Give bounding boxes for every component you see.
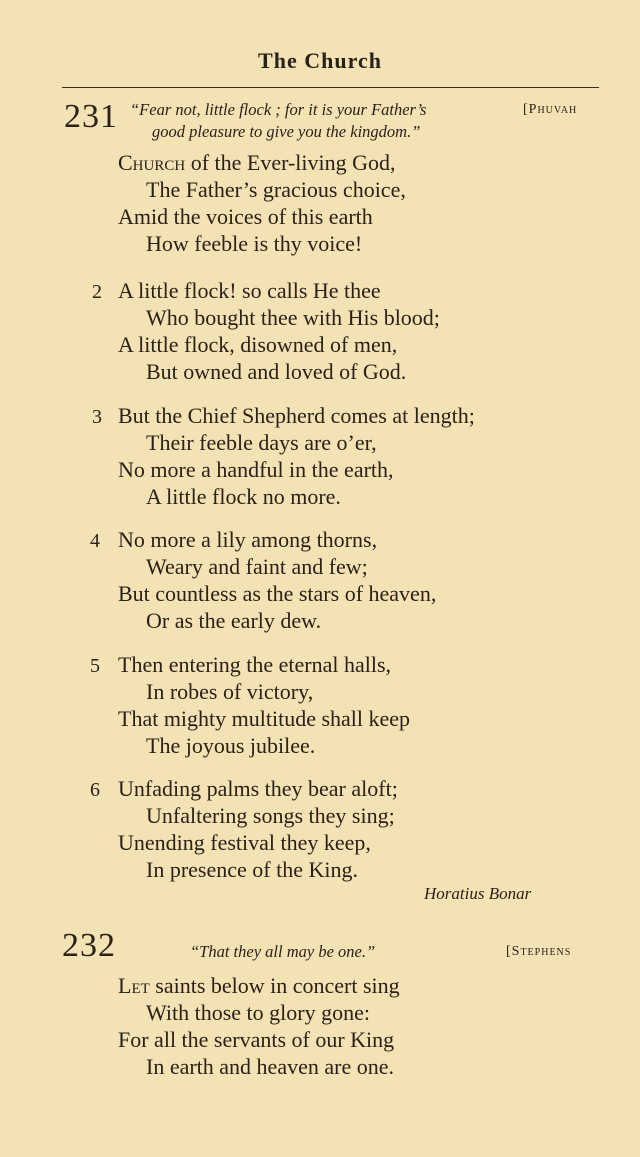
verse-line: Weary and faint and few;	[146, 554, 368, 579]
header-rule	[62, 87, 599, 88]
tune-name: [Stephens	[506, 944, 572, 959]
verse-line: But owned and loved of God.	[146, 359, 407, 384]
verse-line: In earth and heaven are one.	[146, 1054, 394, 1079]
verse-line: The Father’s gracious choice,	[146, 177, 406, 202]
verse-line: Amid the voices of this earth	[118, 204, 373, 229]
running-head: The Church	[258, 48, 382, 73]
verse-number: 5	[90, 655, 100, 677]
verse-line: In robes of victory,	[146, 679, 314, 704]
verse-line: A little flock no more.	[146, 484, 341, 509]
hymn-epigraph-line: “That they all may be one.”	[190, 942, 376, 961]
verse-number: 2	[92, 281, 102, 303]
first-word: Church	[118, 150, 186, 175]
verse-line: The joyous jubilee.	[146, 733, 316, 758]
hymn-epigraph-line: good pleasure to give you the kingdom.”	[152, 122, 421, 141]
verse-line: No more a lily among thorns,	[118, 527, 378, 552]
verse-number: 4	[90, 530, 100, 552]
verse-line: Unending festival they keep,	[118, 830, 371, 855]
verse-line: Who bought thee with His blood;	[146, 305, 440, 330]
tune-name: [Phuvah	[523, 102, 578, 117]
hymn-epigraph-line: “Fear not, little flock ; for it is your Father’s	[130, 100, 427, 119]
verse-line: A little flock! so calls He thee	[118, 278, 381, 303]
verse-line: With those to glory gone:	[146, 1000, 370, 1025]
verse-line: But the Chief Shepherd comes at length;	[118, 403, 475, 428]
verse-line: In presence of the King.	[146, 857, 358, 882]
verse-number: 3	[92, 406, 102, 428]
verse-line: Unfading palms they bear aloft;	[118, 776, 398, 801]
hymn-number: 231	[64, 98, 118, 135]
verse-line: Church of the Ever-living God,	[118, 150, 396, 175]
verse-line: But countless as the stars of heaven,	[118, 581, 437, 606]
hymn-author: Horatius Bonar	[424, 884, 532, 903]
verse-line: Or as the early dew.	[146, 608, 322, 633]
verse-number: 6	[90, 779, 100, 801]
verse-line: That mighty multitude shall keep	[118, 706, 411, 731]
verse-line: Their feeble days are o’er,	[146, 430, 377, 455]
verse-line: No more a handful in the earth,	[118, 457, 394, 482]
verse-line: For all the servants of our King	[118, 1027, 395, 1052]
verse-line: How feeble is thy voice!	[146, 231, 363, 256]
verse-line: Let saints below in concert sing	[118, 973, 400, 998]
verse-line: Then entering the eternal halls,	[118, 652, 392, 677]
hymn-number: 232	[62, 927, 116, 964]
verse-line: A little flock, disowned of men,	[118, 332, 398, 357]
verse-line: Unfaltering songs they sing;	[146, 803, 395, 828]
first-word: Let	[118, 973, 150, 998]
